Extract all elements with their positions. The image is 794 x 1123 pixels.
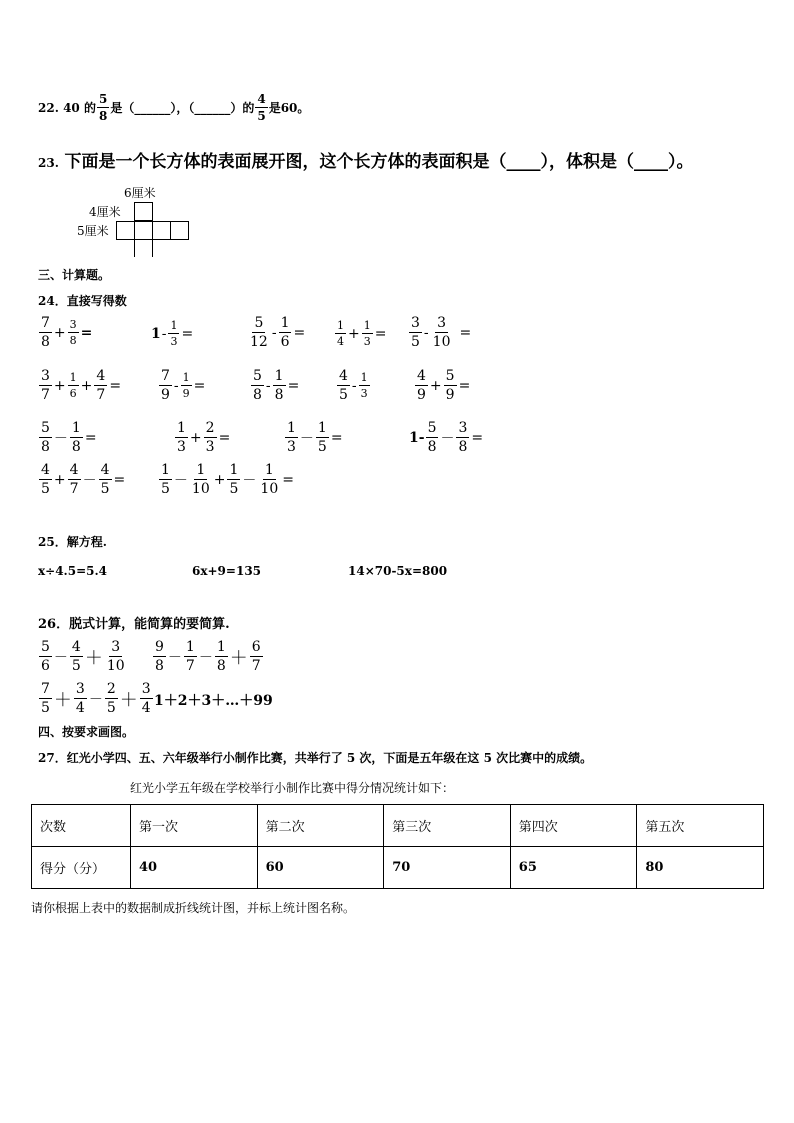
numerator: 1 [161,462,170,478]
numerator: 1 [337,319,344,332]
net-face-bottom [134,239,153,257]
denominator: 8 [216,658,226,674]
denominator: 8 [253,387,262,403]
fraction [168,320,179,347]
operator: ＋ [53,689,72,711]
denominator: 3 [177,439,186,455]
operator: = [459,324,472,341]
numerator: 3 [437,315,447,331]
operator: + [53,324,66,341]
fraction [409,316,422,349]
numerator: 5 [41,639,50,655]
denominator: 8 [41,439,50,455]
numerator: 9 [155,639,164,655]
operator: ＋ [119,689,138,711]
fraction [316,421,329,454]
net-label-5cm: 5厘米 [77,224,109,238]
score-cell: 65 [510,847,637,889]
q22-text-a: 40 的 [63,101,96,115]
score-cell: 60 [257,847,384,889]
q24-expr-1 [38,316,93,349]
fraction [39,369,52,402]
q25-equation-2: 6x+9=135 [192,564,262,578]
header-cell: 第一次 [131,805,258,847]
net-face-front [134,221,153,240]
q24-expr-6 [38,369,122,402]
q24-expr-3 [247,316,306,349]
denominator: 5 [71,658,81,674]
fraction [227,463,240,496]
section-3-title: 三、计算题。 [38,268,111,282]
q23 [38,147,693,172]
q24-expr-15 [38,463,126,496]
numerator: 1 [71,420,81,436]
q27-instruction: 请你根据上表中的数据制成折线统计图，并标上统计图名称。 [31,901,356,915]
q26-title: 26．脱式计算，能简算的要简算. [38,617,230,632]
numerator: 1 [196,462,206,478]
net-label-4cm: 4厘米 [89,205,121,219]
table-header-row [32,805,764,847]
fraction [39,463,52,496]
operator: - [423,324,429,341]
numerator: 4 [339,368,348,384]
fraction [258,463,280,496]
numerator: 5 [253,368,262,384]
net-label-6cm: 6厘米 [124,186,156,200]
fraction [279,316,292,349]
row-label-cell: 得分（分） [32,847,131,889]
numerator: 1 [69,371,77,384]
numerator: 3 [69,318,77,331]
operator: = [193,377,206,394]
numerator: 3 [41,368,50,384]
numerator: 6 [251,639,261,655]
fraction [215,640,228,673]
q27-text: 27．红光小学四、五、六年级举行小制作比赛，共举行了 5 次，下面是五年级在这 5 次比赛中的成绩。 [38,751,593,765]
numerator: 3 [411,315,420,331]
denominator: 10 [106,658,125,674]
fraction [415,369,428,402]
q24-expr-16 [158,463,295,496]
numerator: 4 [41,462,50,478]
denominator: 9 [182,387,190,400]
numerator: 4 [96,368,106,384]
operator: － [173,472,188,489]
denominator: 4 [141,700,151,716]
denominator: 4 [337,335,344,348]
q24-expr-12 [174,421,231,454]
operator: － [53,649,68,666]
operator: - [265,377,271,394]
fraction [250,640,263,673]
fraction [456,421,469,454]
operator: － [88,691,103,708]
denominator: 8 [274,387,284,403]
q24-expr-13 [284,421,344,454]
numerator: 7 [41,315,50,331]
fraction [105,640,127,673]
fraction [248,316,270,349]
numerator: 1 [182,371,190,384]
operator: = [113,471,126,488]
fraction [39,640,52,673]
operator: = [287,377,300,394]
fraction [68,319,79,346]
operator: + [53,471,66,488]
numerator: 1 [264,462,274,478]
denominator: 5 [411,334,420,350]
numerator: 1 [363,319,371,332]
denominator: 5 [100,481,110,497]
denominator: 8 [458,439,468,455]
denominator: 5 [257,109,266,123]
fraction [94,369,107,402]
fraction [99,463,112,496]
q24-expr-10 [414,369,471,402]
fraction [359,372,370,399]
q23-number: 23. [38,156,59,170]
numerator: 4 [257,92,266,106]
denominator: 5 [317,439,327,455]
fraction [184,640,197,673]
denominator: 4 [75,700,85,716]
q22-fraction-4-5 [255,93,267,122]
fraction [444,369,457,402]
denominator: 8 [69,334,77,347]
operator: - [271,324,277,341]
operator: － [82,472,97,489]
fraction [362,320,373,347]
q24-expr-11 [38,421,98,454]
numerator: 5 [254,315,264,331]
operator: － [53,430,68,447]
header-cell: 第三次 [384,805,511,847]
fraction [204,421,217,454]
denominator: 3 [360,387,368,400]
q23-text: 下面是一个长方体的表面展开图，这个长方体的表面积是（____），体积是（____）。 [64,152,694,172]
numerator: 3 [111,639,121,655]
denominator: 7 [41,387,50,403]
fraction [68,372,79,399]
numerator: 4 [100,462,110,478]
denominator: 9 [161,387,170,403]
operator: + [53,377,66,394]
operator: - [173,377,179,394]
fraction [159,369,172,402]
q25-equation-3: 14×70-5x=800 [348,564,448,578]
fraction [153,640,166,673]
fraction [335,320,346,347]
operator: = [458,377,471,394]
denominator: 7 [185,658,195,674]
fraction [39,682,52,715]
section-4-title: 四、按要求画图。 [38,725,135,739]
operator: ＋ [229,647,248,669]
q27-table-title: 红光小学五年级在学校举行小制作比赛中得分情况统计如下： [130,781,455,795]
fraction [159,463,172,496]
numerator: 1 [170,319,178,332]
fraction [285,421,298,454]
fraction [74,682,87,715]
fraction [39,421,52,454]
operator: + [80,377,93,394]
numerator: 1 [280,315,290,331]
denominator: 5 [106,700,116,716]
operator: = [330,429,343,446]
operator: = [181,325,194,342]
denominator: 5 [161,481,170,497]
q24-expr-2: 1 - $\frac{1}{3}$ = [151,319,194,348]
fraction [337,369,350,402]
fraction [181,372,192,399]
fraction [251,369,264,402]
score-cell: 80 [637,847,764,889]
denominator: 10 [432,334,451,350]
operator: + [429,377,442,394]
header-cell: 第五次 [637,805,764,847]
denominator: 9 [445,387,455,403]
numerator: 4 [71,639,81,655]
operator: = [471,429,484,446]
denominator: 8 [41,334,50,350]
operator: = [374,325,387,342]
net-face-top [134,202,153,221]
denominator: 5 [41,481,50,497]
denominator: 7 [69,481,79,497]
denominator: 6 [280,334,290,350]
numerator: 4 [417,368,426,384]
fraction [105,682,118,715]
q26-expr-3 [38,682,154,715]
operator: － [242,472,257,489]
operator: = [80,324,93,341]
denominator: 7 [96,387,106,403]
numerator: 4 [69,462,79,478]
numerator: 1 [185,639,195,655]
q22-text-c: 是60。 [268,101,310,115]
denominator: 6 [41,658,50,674]
denominator: 8 [98,109,108,123]
operator: － [198,649,213,666]
denominator: 5 [41,700,50,716]
q24-expr-7 [158,369,206,402]
fraction [431,316,453,349]
operator: = [282,471,294,488]
q22 [38,93,309,122]
q24-expr-14: 1- $\frac{5}{8}$ － $\frac{3}{8}$ = [409,420,484,455]
q25-equation-1: x÷4.5=5.4 [38,564,108,578]
fraction [273,369,286,402]
numerator: 5 [98,92,108,106]
denominator: 12 [250,334,268,350]
denominator: 3 [205,439,215,455]
numerator: 1 [216,639,226,655]
operator: + [348,325,360,342]
denominator: 8 [427,439,437,455]
q24-title: 24．直接写得数 [38,294,127,308]
net-face-back [170,221,189,240]
header-cell: 第二次 [257,805,384,847]
fraction [140,682,153,715]
q22-text-b: 是（______），（______）的 [110,101,255,115]
score-cell: 40 [131,847,258,889]
q24-expr-9 [336,369,371,402]
numerator: 1 [177,420,186,436]
numerator: 5 [427,420,437,436]
denominator: 9 [417,387,426,403]
operator: － [440,430,455,447]
net-face-right [152,221,171,240]
numerator: 1 [317,420,327,436]
numerator: 1 [287,420,296,436]
operator: = [218,429,231,446]
score-cell: 70 [384,847,511,889]
denominator: 10 [260,481,279,497]
header-cell: 第四次 [510,805,637,847]
fraction [190,463,212,496]
operator: ＋ [84,647,103,669]
denominator: 3 [363,335,371,348]
q22-fraction-5-8 [97,93,109,122]
operator: + [189,429,202,446]
q22-number: 22. [38,100,59,115]
numerator: 1 [274,368,284,384]
net-face-left [116,221,135,240]
operator: － [299,430,314,447]
numerator: 2 [205,420,215,436]
numerator: 3 [141,681,151,697]
table-row [32,847,764,889]
numerator: 5 [41,420,50,436]
denominator: 3 [170,335,178,348]
operator: + [213,471,226,488]
operator: － [167,649,182,666]
denominator: 8 [71,439,81,455]
q24-expr-8 [250,369,300,402]
operator: - [161,325,167,342]
score-table [31,804,764,889]
q24-expr-4 [334,320,387,347]
denominator: 8 [155,658,164,674]
numerator: 3 [458,420,468,436]
denominator: 5 [339,387,348,403]
q25-title: 25．解方程. [38,535,107,549]
fraction [39,316,52,349]
numerator: 1 [360,371,368,384]
q26-expr-1 [38,640,128,673]
q26-expr-2 [152,640,264,673]
fraction [426,421,439,454]
header-cell: 次数 [32,805,131,847]
denominator: 10 [191,481,210,497]
fraction [70,640,83,673]
fraction [70,421,83,454]
denominator: 7 [251,658,261,674]
operator: = [109,377,122,394]
numerator: 1 [229,462,239,478]
denominator: 3 [287,439,296,455]
numerator: 7 [41,681,50,697]
numerator: 5 [445,368,455,384]
denominator: 6 [69,387,77,400]
q24-expr-5 [408,316,472,349]
q26-series: 1＋2＋3＋…＋99 [154,693,273,709]
operator: - [351,377,357,394]
fraction [175,421,188,454]
operator: = [84,429,97,446]
numerator: 2 [106,681,116,697]
operator: = [293,324,306,341]
fraction [68,463,81,496]
denominator: 5 [229,481,239,497]
numerator: 7 [161,368,170,384]
numerator: 3 [75,681,85,697]
